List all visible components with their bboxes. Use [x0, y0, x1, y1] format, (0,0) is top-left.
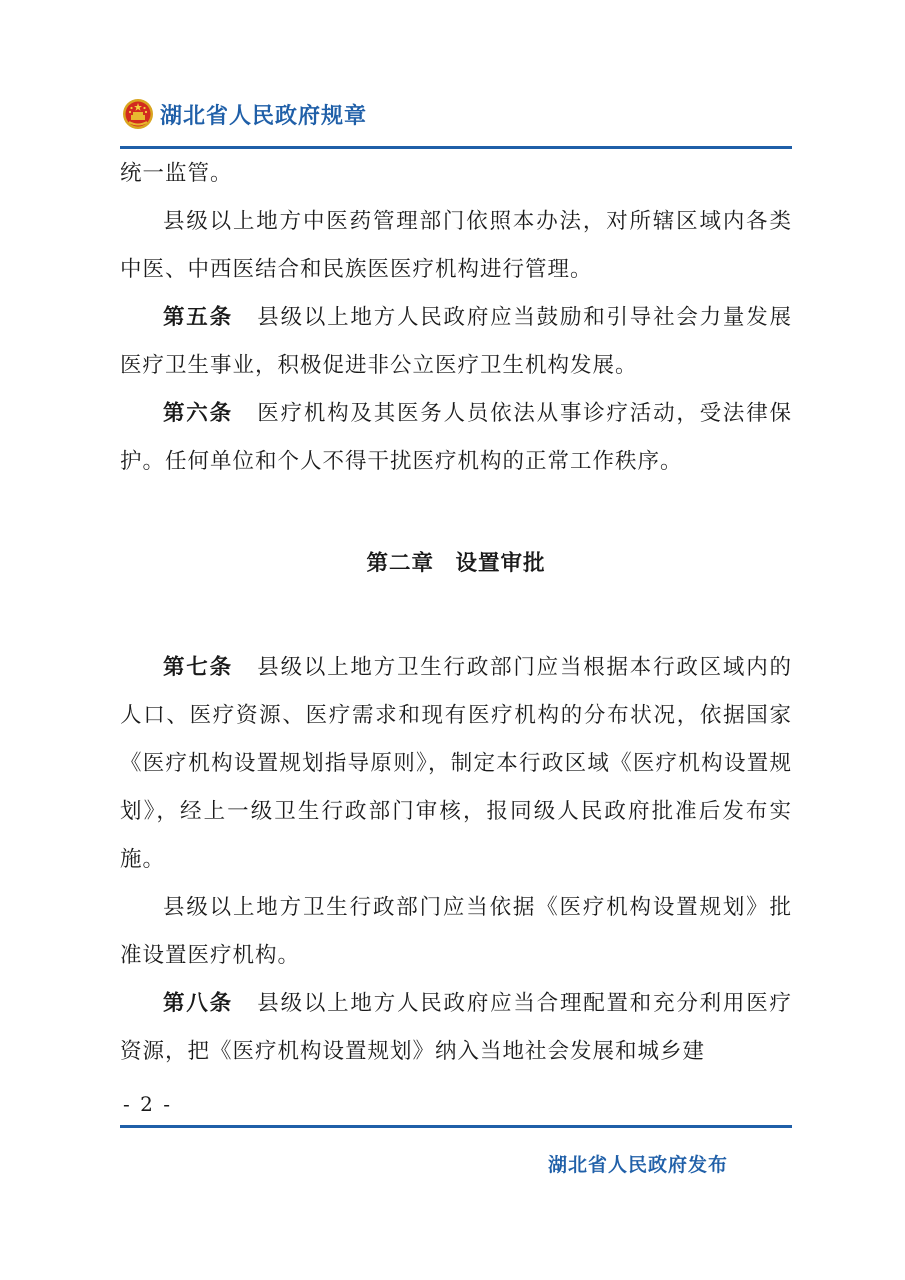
article-text: 县级以上地方人民政府应当合理配置和充分利用医疗资源，把《医疗机构设置规划》纳入当地社会发展和城乡建 — [120, 991, 792, 1064]
article-text: 医疗机构及其医务人员依法从事诊疗活动，受法律保护。任何单位和个人不得干扰医疗机构的正常工作秩序。 — [120, 401, 792, 474]
article-text: 县级以上地方卫生行政部门应当根据本行政区域内的人口、医疗资源、医疗需求和现有医疗机构的分布状况，依据国家《医疗机构设置规划指导原则》，制定本行政区域《医疗机构设置规划》，经上一级卫生行政部门审核，报同级人民政府批准后发布实施。 — [120, 655, 792, 872]
paragraph: 统一监管。 — [120, 161, 233, 186]
paragraph: 县级以上地方卫生行政部门应当依据《医疗机构设置规划》批准设置医疗机构。 — [120, 895, 792, 968]
chapter-title: 设置审批 — [455, 551, 546, 576]
footer-rule — [120, 1125, 792, 1128]
article-label: 第六条 — [163, 401, 233, 426]
article-5 — [120, 294, 792, 390]
chapter-heading — [120, 540, 792, 588]
article-7 — [120, 644, 792, 884]
article-label: 第八条 — [163, 991, 233, 1016]
footer-publisher: 湖北省人民政府发布 — [548, 1154, 729, 1176]
article-6 — [120, 390, 792, 486]
article-label: 第五条 — [163, 305, 233, 330]
paragraph: 县级以上地方中医药管理部门依照本办法，对所辖区域内各类中医、中西医结合和民族医医疗机构进行管理。 — [120, 209, 792, 282]
chapter-number: 第二章 — [366, 551, 434, 576]
page-number: - 2 - — [123, 1092, 172, 1116]
article-8 — [120, 980, 792, 1076]
document-body — [120, 150, 792, 1076]
header-rule — [120, 146, 792, 149]
page-header — [122, 98, 367, 130]
national-emblem-icon — [122, 98, 154, 130]
article-text: 县级以上地方人民政府应当鼓励和引导社会力量发展医疗卫生事业，积极促进非公立医疗卫生机构发展。 — [120, 305, 792, 378]
header-title: 湖北省人民政府规章 — [160, 103, 368, 129]
article-label: 第七条 — [163, 655, 233, 680]
